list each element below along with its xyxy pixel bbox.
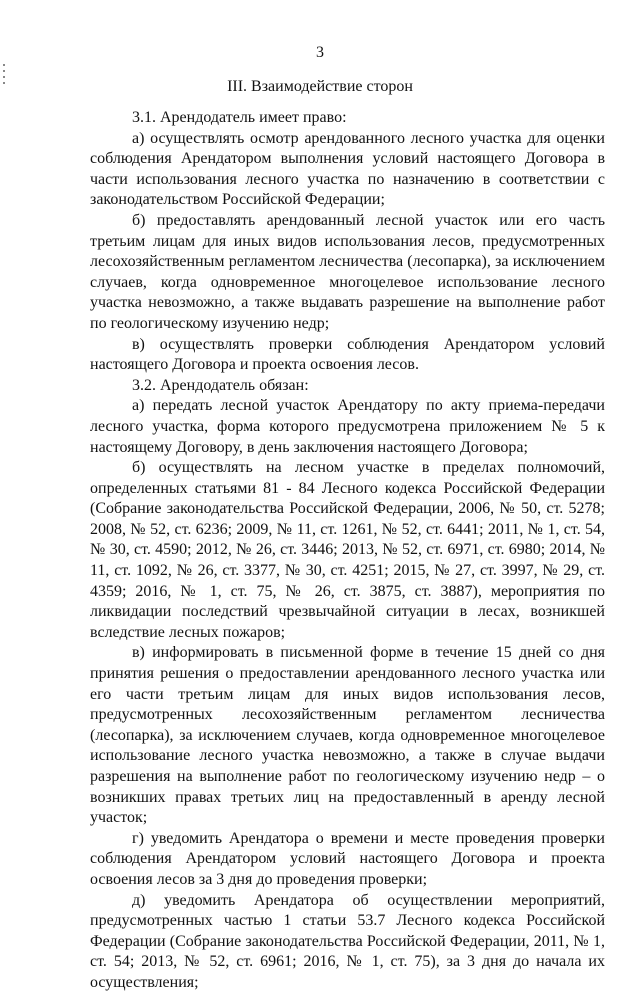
clause-3-1-v: в) осуществлять проверки соблюдения Арендатором условий настоящего Договора и проекта освоения лесов. xyxy=(90,335,605,374)
clause-3-2-d: д) уведомить Арендатора об осуществлении мероприятий, предусмотренных частью 1 статьи 53.7 Лесного кодекса Российской Федерации (Собрание законодательства Российской Федерации, 2011, № 1, ст. 54; 2013, № 52, ст. 6961; 2016, № 1, ст. 75), за 3 дня до начала их осуществления; xyxy=(90,891,605,991)
clause-3-2-heading: 3.2. Арендодатель обязан: xyxy=(132,376,309,394)
page-number: 3 xyxy=(316,44,324,61)
clause-3-2-a: а) передать лесной участок Арендатору по акту приема-передачи лесного участка, форма которого предусмотрена приложением № 5 к настоящему Договору, в день заключения настоящего Договора; xyxy=(90,397,605,456)
document-body xyxy=(90,108,605,994)
clause-3-2-v: в) информировать в письменной форме в течение 15 дней со дня принятия решения о предоставлении арендованного лесного участка или его части третьим лицам для иных видов использования лесов, предусмотренных лесохозяйственным регламентом лесничества (лесопарка), за исключением случаев, когда одновременное многоцелевое использование лесного участка невозможно, а также в случае выдачи разрешения на выполнение работ по геологическому изучению недр – о возникших правах третьих лиц на предоставленный в аренду лесной участок; xyxy=(90,644,605,827)
clause-3-2-g: г) уведомить Арендатора о времени и месте проведения проверки соблюдения Арендатором условий настоящего Договора и проекта освоения лесов за 3 дня до проведения проверки; xyxy=(90,829,605,888)
section-title: III. Взаимодействие сторон xyxy=(227,78,413,95)
clause-3-1-b: б) предоставлять арендованный лесной участок или его часть третьим лицам для иных видов использования лесов, предусмотренных лесохозяйственным регламентом лесничества (лесопарка), за исключением случаев, когда одновременное многоцелевое использование лесного участка невозможно, а также выдавать разрешение на выполнение работ по геологическому изучению недр; xyxy=(90,211,605,332)
clause-3-1-a: а) осуществлять осмотр арендованного лесного участка для оценки соблюдения Арендатором выполнения условий настоящего Договора в части использования лесного участка по назначению в соответствии с законодательством Российской Федерации; xyxy=(90,129,605,209)
clause-3-2-b: б) осуществлять на лесном участке в пределах полномочий, определенных статьями 81 - 84 Лесного кодекса Российской Федерации (Собрание законодательства Российской Федерации, 2006, № 50, ст. 5278; 2008, № 52, ст. 6236; 2009, № 11, ст. 1261, № 52, ст. 6441; 2011, № 1, ст. 54, № 30, ст. 4590; 2012, № 26, ст. 3446; 2013, № 52, ст. 6971, ст. 6980; 2014, № 11, ст. 1092, № 26, ст. 3377, № 30, ст. 4251; 2015, № 27, ст. 3997, № 29, ст. 4359; 2016, № 1, ст. 75, № 26, ст. 3875, ст. 3887), мероприятия по ликвидации последствий чрезвычайной ситуации в лесах, возникшей вследствие лесных пожаров; xyxy=(90,459,605,641)
clause-3-1-heading: 3.1. Арендодатель имеет право: xyxy=(132,109,347,126)
